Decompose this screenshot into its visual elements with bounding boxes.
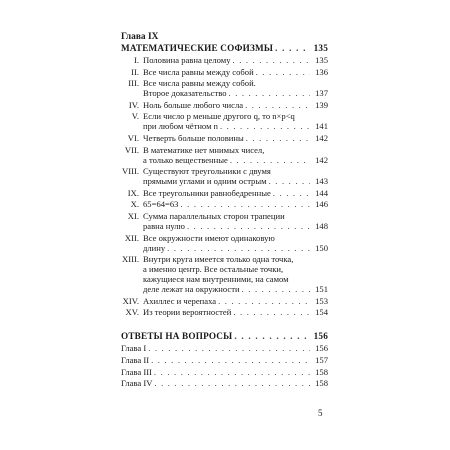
entry-number: XIII. <box>122 254 139 265</box>
leader-dots <box>234 331 310 341</box>
table-of-contents <box>121 31 328 390</box>
answers-entry-page: 158 <box>315 378 328 389</box>
entry-number: V. <box>131 111 139 122</box>
entries-list <box>121 55 328 317</box>
toc-entry <box>121 67 328 77</box>
answers-section <box>121 331 328 388</box>
toc-entry-line <box>121 166 328 176</box>
entry-title: Все числа равны между собой. <box>143 78 256 89</box>
answers-entry <box>121 367 328 377</box>
entry-number: II. <box>131 66 139 77</box>
entry-title: длину <box>143 242 166 253</box>
toc-entry-line <box>121 55 328 65</box>
answers-entry <box>121 343 328 353</box>
entry-number: IV. <box>128 99 139 110</box>
leader-dots <box>229 88 311 98</box>
answers-title: ОТВЕТЫ НА ВОПРОСЫ <box>121 331 233 342</box>
entry-title: а именно центр. Все остальные точки, <box>143 264 284 275</box>
entry-number: XIV. <box>122 295 139 306</box>
leader-dots <box>220 121 310 131</box>
entry-page: 146 <box>315 199 328 210</box>
answers-entry-page: 158 <box>315 366 328 377</box>
chapter-heading: Глава IX <box>121 32 159 42</box>
entry-page: 142 <box>315 132 328 143</box>
answers-entry <box>121 378 328 388</box>
leader-dots <box>187 221 310 231</box>
toc-entry <box>121 188 328 198</box>
toc-entry <box>121 55 328 65</box>
leader-dots <box>275 43 310 53</box>
entry-number: VI. <box>127 132 139 143</box>
entry-page: 151 <box>315 284 328 295</box>
section-heading-row <box>121 43 328 53</box>
entry-title: Все окружности имеют одинаковую <box>143 232 275 243</box>
toc-entry <box>121 145 328 165</box>
toc-entry-line <box>121 133 328 143</box>
leader-dots <box>245 100 310 110</box>
entry-title: Половина равна целому <box>143 55 231 65</box>
toc-entry-line <box>121 243 328 253</box>
toc-entry-line <box>121 274 328 284</box>
leader-dots <box>154 367 310 377</box>
entry-title: равна нулю <box>143 220 185 231</box>
leader-dots <box>256 67 310 77</box>
entry-title: Внутри круга имеется только одна точка, <box>143 254 294 265</box>
entry-title: при любом чётном n <box>143 121 218 132</box>
entry-page: 150 <box>315 242 328 253</box>
leader-dots <box>269 176 310 186</box>
answers-entry-label: Глава I <box>121 343 147 354</box>
leader-dots <box>154 378 310 388</box>
leader-dots <box>180 199 310 209</box>
toc-entry-line <box>121 233 328 243</box>
entry-number: III. <box>128 78 139 89</box>
toc-entry-line <box>121 155 328 165</box>
entry-page: 142 <box>315 154 328 165</box>
answers-entry-page: 156 <box>315 343 328 354</box>
entry-page: 144 <box>315 187 328 198</box>
toc-entry <box>121 78 328 98</box>
entry-title: Если число p меньше другого q, то n×p<q <box>143 111 295 122</box>
toc-entry-line <box>121 188 328 198</box>
toc-entry <box>121 296 328 306</box>
leader-dots <box>233 307 310 317</box>
toc-entry-line <box>121 254 328 264</box>
toc-entry <box>121 100 328 110</box>
entry-page: 154 <box>315 307 328 318</box>
leader-dots <box>151 355 310 365</box>
leader-dots <box>230 155 310 165</box>
entry-title: Существуют треугольники с двумя <box>143 166 271 177</box>
toc-entry <box>121 211 328 231</box>
entry-page: 153 <box>315 295 328 306</box>
entry-title: прямыми углами и одним острым <box>143 176 267 187</box>
answers-page: 156 <box>313 331 328 342</box>
entry-title: Ноль больше любого числа <box>143 99 244 110</box>
toc-entry-line <box>121 111 328 121</box>
toc-entry-line <box>121 296 328 306</box>
entry-number: IX. <box>127 187 139 198</box>
entry-title: В математике нет мнимых чисел, <box>143 144 265 155</box>
leader-dots <box>273 188 310 198</box>
section-page: 135 <box>313 43 328 53</box>
toc-entry-line <box>121 264 328 274</box>
toc-entry <box>121 111 328 131</box>
entry-number: XV. <box>125 307 139 318</box>
toc-entry <box>121 254 328 294</box>
toc-entry <box>121 166 328 186</box>
entry-title: кажущиеся нам внутренними, на самом <box>143 274 289 285</box>
answers-entry <box>121 355 328 365</box>
entry-title: Ахиллес и черепаха <box>143 295 217 306</box>
entry-title: 65=64=63 <box>143 199 179 210</box>
toc-entry <box>121 307 328 317</box>
leader-dots <box>246 133 310 143</box>
toc-entry-line <box>121 145 328 155</box>
entry-page: 143 <box>315 176 328 187</box>
entry-number: VIII. <box>122 166 139 177</box>
toc-entry-line <box>121 78 328 88</box>
answers-entry-label: Глава IV <box>121 378 153 389</box>
toc-entry-line <box>121 121 328 131</box>
leader-dots <box>233 55 311 65</box>
toc-entry-line <box>121 284 328 294</box>
entry-title: Все треугольники равнобедренные <box>143 187 271 198</box>
entry-title: Второе доказательство <box>143 88 227 99</box>
leader-dots <box>242 284 310 294</box>
entry-page: 148 <box>315 220 328 231</box>
toc-entry-line <box>121 176 328 186</box>
leader-dots <box>167 243 310 253</box>
answers-list <box>121 343 328 388</box>
entry-number: XII. <box>124 232 139 243</box>
toc-entry-line <box>121 221 328 231</box>
entry-number: VII. <box>124 144 139 155</box>
section-title: МАТЕМАТИЧЕСКИЕ СОФИЗМЫ <box>121 43 274 53</box>
leader-dots <box>148 343 310 353</box>
leader-dots <box>218 296 310 306</box>
toc-entry-line <box>121 100 328 110</box>
page-number: 5 <box>318 408 323 418</box>
toc-entry-line <box>121 67 328 77</box>
toc-entry-line <box>121 199 328 209</box>
toc-entry-line <box>121 88 328 98</box>
entry-title: а только вещественные <box>143 154 228 165</box>
answers-heading-row <box>121 331 328 341</box>
answers-entry-page: 157 <box>315 354 328 365</box>
entry-page: 137 <box>315 88 328 99</box>
toc-entry-line <box>121 307 328 317</box>
entry-title: Все числа равны между собой <box>143 66 254 77</box>
entry-page: 141 <box>315 121 328 132</box>
entry-title: Сумма параллельных сторон трапеции <box>143 210 285 221</box>
toc-entry <box>121 199 328 209</box>
entry-page: 139 <box>315 99 328 110</box>
entry-number: I. <box>133 55 139 65</box>
entry-number: X. <box>130 199 139 210</box>
entry-title: Четверть больше половины <box>143 132 244 143</box>
answers-entry-label: Глава II <box>121 354 150 365</box>
entry-page: 136 <box>315 66 328 77</box>
entry-title: деле лежат на окружности <box>143 284 240 295</box>
entry-page: 135 <box>315 55 328 65</box>
entry-number: XI. <box>127 210 139 221</box>
answers-entry-label: Глава III <box>121 366 152 377</box>
toc-entry <box>121 233 328 253</box>
entry-title: Из теории вероятностей <box>143 307 232 318</box>
toc-entry-line <box>121 211 328 221</box>
toc-entry <box>121 133 328 143</box>
